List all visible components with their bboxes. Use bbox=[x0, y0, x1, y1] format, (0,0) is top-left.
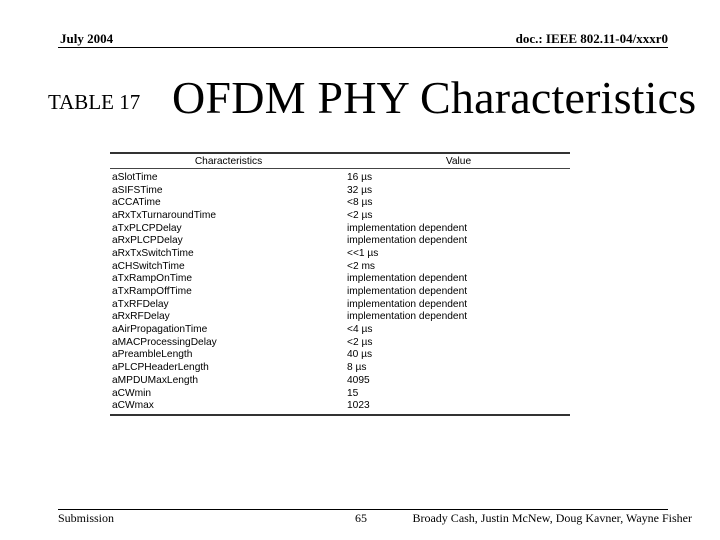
table-row bbox=[110, 349, 570, 362]
footer-authors: Broady Cash, Justin McNew, Doug Kavner, Wayne Fisher bbox=[412, 511, 692, 525]
characteristic-value: 32 µs bbox=[347, 184, 373, 196]
characteristic-name: aSlotTime bbox=[112, 171, 158, 183]
characteristic-name: aSIFSTime bbox=[112, 184, 163, 196]
header-value: Value bbox=[445, 155, 472, 167]
characteristic-value: <2 µs bbox=[347, 209, 373, 221]
characteristic-value: 8 µs bbox=[347, 362, 367, 374]
characteristic-name: aCHSwitchTime bbox=[112, 260, 185, 272]
characteristic-value: 1023 bbox=[347, 400, 370, 412]
table-row bbox=[110, 399, 570, 412]
characteristic-name: aTxPLCPDelay bbox=[112, 222, 182, 234]
characteristic-value: 16 µs bbox=[347, 171, 373, 183]
characteristic-value: 15 bbox=[347, 387, 359, 399]
table-bottom-rule bbox=[110, 414, 570, 416]
table-row bbox=[110, 260, 570, 273]
characteristic-name: aMPDUMaxLength bbox=[112, 374, 199, 386]
slide-title: OFDM PHY Characteristics bbox=[172, 72, 697, 123]
characteristic-value: <4 µs bbox=[347, 324, 373, 336]
characteristic-value: implementation dependent bbox=[347, 298, 468, 310]
header-characteristics: Characteristics bbox=[194, 155, 263, 167]
characteristic-value: implementation dependent bbox=[347, 273, 468, 285]
characteristic-name: aMACProcessingDelay bbox=[112, 336, 217, 348]
characteristic-name: aTxRampOnTime bbox=[112, 273, 193, 285]
table-row bbox=[110, 361, 570, 374]
characteristic-name: aCCATime bbox=[112, 197, 161, 209]
characteristic-name: aAirPropagationTime bbox=[112, 324, 208, 336]
characteristic-value: implementation dependent bbox=[347, 235, 468, 247]
table-row bbox=[110, 209, 570, 222]
characteristic-value: <2 ms bbox=[347, 260, 376, 272]
table-label: TABLE 17 bbox=[48, 90, 141, 114]
characteristic-name: aCWmin bbox=[112, 387, 152, 399]
characteristic-name: aRxRFDelay bbox=[112, 311, 170, 323]
table-row bbox=[110, 196, 570, 209]
characteristic-name: aTxRFDelay bbox=[112, 298, 169, 310]
page-number: 65 bbox=[355, 511, 367, 525]
header-date: July 2004 bbox=[60, 31, 114, 46]
characteristic-name: aRxTxTurnaroundTime bbox=[112, 209, 216, 221]
footer-submission: Submission bbox=[58, 511, 115, 525]
table-row bbox=[110, 387, 570, 400]
characteristic-name: aCWmax bbox=[112, 400, 154, 412]
table-body bbox=[110, 169, 570, 412]
characteristic-value: <8 µs bbox=[347, 197, 373, 209]
characteristic-name: aPreambleLength bbox=[112, 349, 193, 361]
table-row bbox=[110, 323, 570, 336]
characteristic-value: <2 µs bbox=[347, 336, 373, 348]
characteristic-name: aTxRampOffTime bbox=[112, 286, 192, 298]
characteristic-value: implementation dependent bbox=[347, 311, 468, 323]
characteristic-name: aRxTxSwitchTime bbox=[112, 247, 194, 259]
footer-rule bbox=[58, 509, 668, 510]
table-row bbox=[110, 311, 570, 324]
characteristic-value: 40 µs bbox=[347, 349, 373, 361]
characteristic-value: 4095 bbox=[347, 374, 370, 386]
table-row bbox=[110, 234, 570, 247]
table-row bbox=[110, 374, 570, 387]
characteristic-value: <<1 µs bbox=[347, 247, 379, 259]
table-row bbox=[110, 247, 570, 260]
characteristics-table bbox=[110, 152, 570, 416]
header-rule bbox=[58, 47, 668, 48]
characteristic-value: implementation dependent bbox=[347, 222, 468, 234]
table-header-row bbox=[110, 154, 570, 168]
characteristic-value: implementation dependent bbox=[347, 286, 468, 298]
characteristic-name: aRxPLCPDelay bbox=[112, 235, 183, 247]
table-row bbox=[110, 222, 570, 235]
header-doc-id: doc.: IEEE 802.11-04/xxxr0 bbox=[515, 31, 668, 46]
characteristic-name: aPLCPHeaderLength bbox=[112, 362, 209, 374]
table-row bbox=[110, 273, 570, 286]
table-row bbox=[110, 336, 570, 349]
table-row bbox=[110, 184, 570, 197]
table-row bbox=[110, 298, 570, 311]
table-row bbox=[110, 171, 570, 184]
table-row bbox=[110, 285, 570, 298]
